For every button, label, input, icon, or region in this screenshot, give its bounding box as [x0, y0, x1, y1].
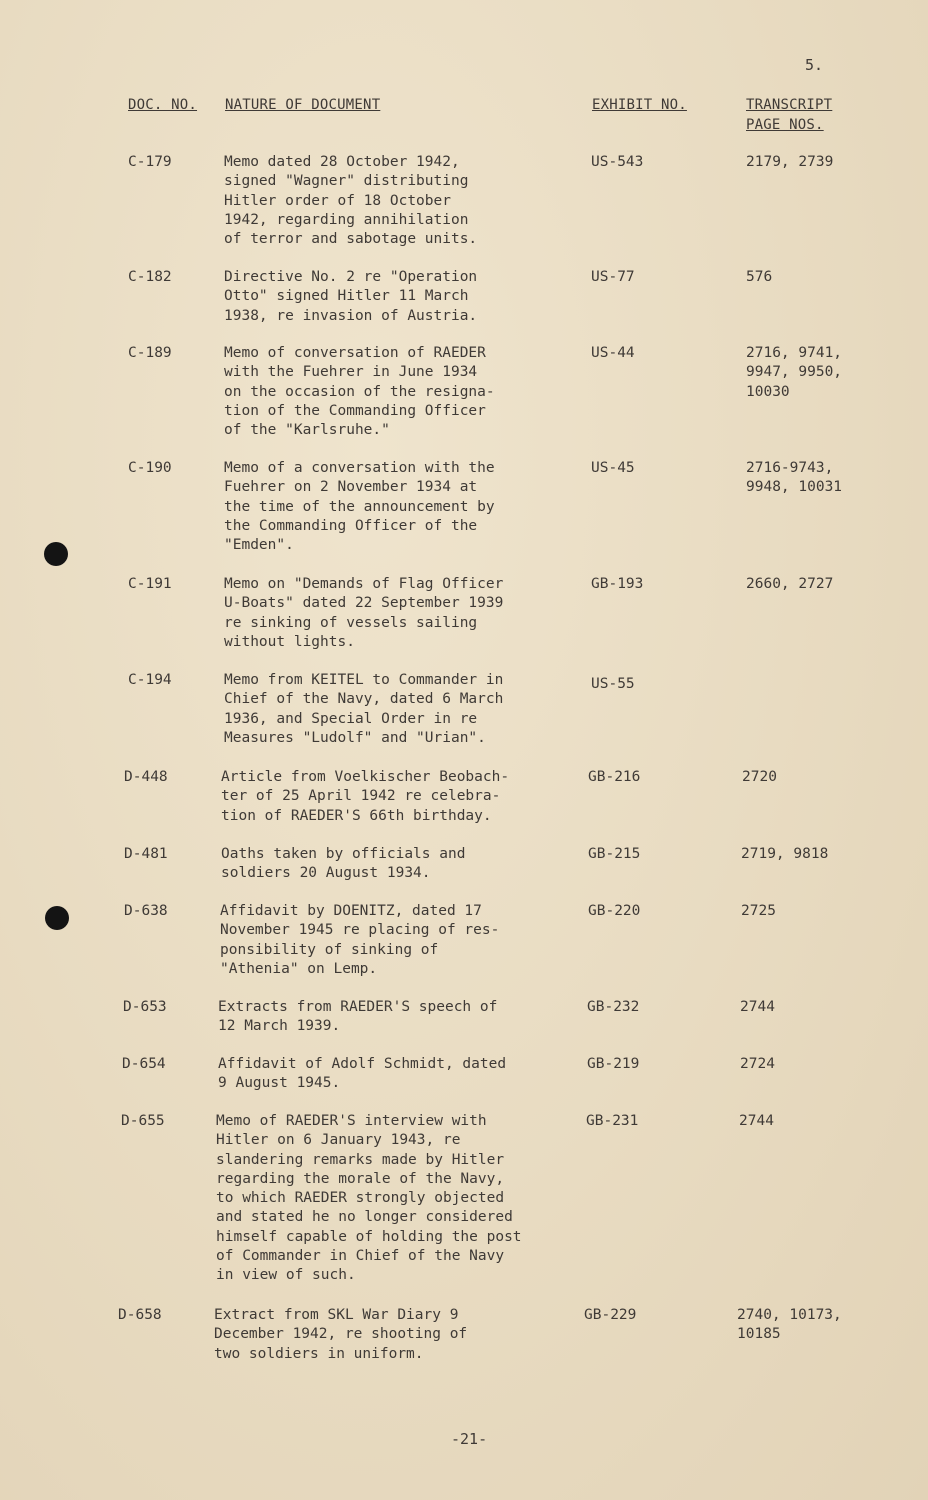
- exhibit-number: GB-229: [584, 1307, 637, 1323]
- header-doc-no: DOC. NO.: [128, 97, 198, 113]
- document-description: Memo from KEITEL to Commander in Chief of the Navy, dated 6 March 1936, and Special Order in re Measures "Ludolf" and "Urian".: [224, 672, 504, 746]
- transcript-pages: 2716, 9741, 9947, 9950, 10030: [746, 345, 843, 400]
- punch-hole: [45, 906, 69, 930]
- footer-page-number: -21-: [451, 1430, 488, 1448]
- doc-number: D-481: [124, 846, 168, 862]
- doc-number: C-179: [128, 154, 172, 170]
- doc-number: C-189: [128, 345, 172, 361]
- doc-number: D-655: [121, 1113, 165, 1129]
- doc-number: D-448: [124, 769, 168, 785]
- transcript-pages: 2740, 10173, 10185: [737, 1307, 842, 1343]
- transcript-pages: 2179, 2739: [746, 154, 834, 170]
- header-nature-of-document: NATURE OF DOCUMENT: [225, 97, 381, 113]
- exhibit-number: GB-215: [588, 846, 641, 862]
- transcript-pages: 2719, 9818: [741, 846, 829, 862]
- document-description: Oaths taken by officials and soldiers 20 August 1934.: [221, 846, 466, 882]
- exhibit-number: GB-219: [587, 1056, 640, 1072]
- document-description: Directive No. 2 re "Operation Otto" signed Hitler 11 March 1938, re invasion of Austria.: [224, 269, 478, 324]
- document-description: Affidavit of Adolf Schmidt, dated 9 August 1945.: [218, 1056, 507, 1092]
- transcript-pages: 2725: [741, 903, 776, 919]
- doc-number: D-654: [122, 1056, 166, 1072]
- doc-number: D-653: [123, 999, 167, 1015]
- transcript-pages: 2720: [742, 769, 777, 785]
- document-description: Extracts from RAEDER'S speech of 12 March 1939.: [218, 999, 498, 1035]
- punch-hole: [44, 542, 68, 566]
- transcript-pages: 2716-9743, 9948, 10031: [746, 460, 843, 496]
- transcript-pages: 576: [746, 269, 773, 285]
- doc-number: D-638: [124, 903, 168, 919]
- exhibit-number: GB-216: [588, 769, 641, 785]
- doc-number: C-182: [128, 269, 172, 285]
- document-description: Extract from SKL War Diary 9 December 1942, re shooting of two soldiers in uniform.: [214, 1307, 468, 1362]
- exhibit-number: GB-231: [586, 1113, 639, 1129]
- header-exhibit-no: EXHIBIT NO.: [592, 97, 687, 113]
- document-description: Memo of a conversation with the Fuehrer on 2 November 1934 at the time of the announcement by the Commanding Officer of the "Emden".: [224, 460, 495, 554]
- exhibit-number: GB-232: [587, 999, 640, 1015]
- exhibit-number: US-45: [591, 460, 635, 476]
- doc-number: C-191: [128, 576, 172, 592]
- document-description: Memo on "Demands of Flag Officer U-Boats" dated 22 September 1939 re sinking of vessels sailing without lights.: [224, 576, 504, 650]
- exhibit-number: GB-220: [588, 903, 641, 919]
- transcript-pages: 2660, 2727: [746, 576, 834, 592]
- transcript-pages: 2744: [739, 1113, 774, 1129]
- document-description: Memo of conversation of RAEDER with the Fuehrer in June 1934 on the occasion of the resigna- tion of the Commanding Officer of the "Karlsruhe.": [224, 345, 495, 439]
- exhibit-number: US-44: [591, 345, 635, 361]
- exhibit-number: US-55: [591, 676, 635, 692]
- exhibit-number: US-77: [591, 269, 635, 285]
- page-number: 5.: [805, 56, 824, 74]
- doc-number: C-194: [128, 672, 172, 688]
- document-description: Article from Voelkischer Beobach- ter of 25 April 1942 re celebra- tion of RAEDER'S 66th birthday.: [221, 769, 510, 824]
- transcript-pages: 2744: [740, 999, 775, 1015]
- document-description: Memo dated 28 October 1942, signed "Wagner" distributing Hitler order of 18 October 1942, regarding annihilation of terror and sabotage units.: [224, 154, 478, 248]
- exhibit-number: US-543: [591, 154, 644, 170]
- document-description: Memo of RAEDER'S interview with Hitler on 6 January 1943, re slandering remarks made by Hitler regarding the morale of the Navy, to which RAEDER strongly objected and stated he no longer considered himself capable of holding the post of Commander in Chief of the Navy in view of such.: [216, 1113, 522, 1284]
- doc-number: C-190: [128, 460, 172, 476]
- doc-number: D-658: [118, 1307, 162, 1323]
- document-description: Affidavit by DOENITZ, dated 17 November 1945 re placing of res- ponsibility of sinking of "Athenia" on Lemp.: [220, 903, 500, 977]
- header-transcript-page-nos: TRANSCRIPT PAGE NOS.: [746, 97, 833, 133]
- exhibit-number: GB-193: [591, 576, 644, 592]
- transcript-pages: 2724: [740, 1056, 775, 1072]
